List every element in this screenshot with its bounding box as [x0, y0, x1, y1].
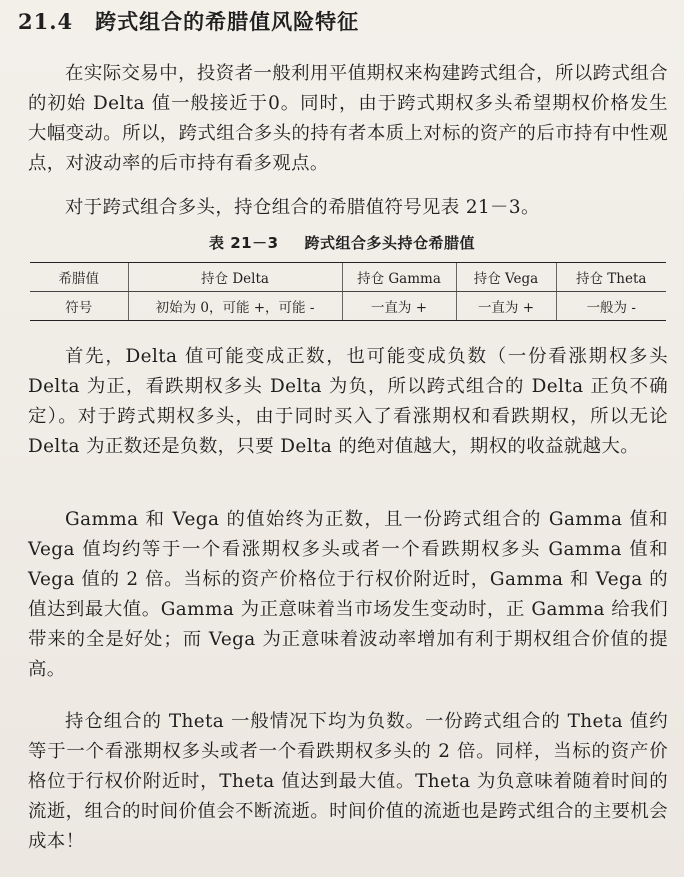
table-header-cell: 希腊值 — [30, 263, 128, 292]
table-cell: 一直为 + — [342, 292, 456, 321]
section-number: 21.4 — [18, 9, 74, 34]
paragraph-5: 持仓组合的 Theta 一般情况下均为负数。一份跨式组合的 Theta 值约等于一个看涨期权多头或者一个看跌期权多头的 2 倍。同样，当标的资产价格位于行权价附近时，Theta 值达到最大值。Theta 为负意味着随着时间的流逝，组合的时间价值会不断流逝。时间价值的流逝也是跨式组合的主要机会成本！ — [28, 711, 668, 852]
paragraph-4: Gamma 和 Vega 的值始终为正数，且一份跨式组合的 Gamma 值和 Vega 值均约等于一个看涨期权多头或者一个看跌期权多头 Gamma 值和 Vega 值的 2 倍。当标的资产价格位于行权价附近时，Gamma 和 Vega 的值达到最大值。Gamma 为正意味着当市场发生变动时，正 Gamma 给我们带来的全是好处；而 Vega 为正意味着波动率增加有利于期权组合价值的提高。 — [28, 509, 668, 680]
table-header-cell: 持仓 Delta — [128, 263, 342, 292]
section-heading — [18, 6, 359, 36]
table-header-cell: 持仓 Vega — [456, 263, 556, 292]
table-caption — [0, 232, 684, 253]
table-number: 表 21－3 — [208, 234, 279, 252]
table-cell: 一直为 + — [456, 292, 556, 321]
greeks-table — [30, 262, 666, 321]
table-cell: 初始为 0，可能 +，可能 - — [128, 292, 342, 321]
table-header-cell: 持仓 Theta — [556, 263, 666, 292]
table-row — [30, 292, 666, 321]
table-header-cell: 持仓 Gamma — [342, 263, 456, 292]
paragraph-2: 对于跨式组合多头，持仓组合的希腊值符号见表 21－3。 — [65, 197, 540, 218]
table-header-row — [30, 263, 666, 292]
paragraph-1: 在实际交易中，投资者一般利用平值期权来构建跨式组合，所以跨式组合的初始 Delta 值一般接近于0。同时，由于跨式期权多头希望期权价格发生大幅变动。所以，跨式组合多头的持有者本质上对标的资产的后市持有中性观点，对波动率的后市持有看多观点。 — [28, 63, 668, 174]
paragraph-3: 首先，Delta 值可能变成正数，也可能变成负数（一份看涨期权多头 Delta 为正，看跌期权多头 Delta 为负，所以跨式组合的 Delta 正负不确定）。对于跨式期权多头，由于同时买入了看涨期权和看跌期权，所以无论 Delta 为正数还是负数，只要 Delta 的绝对值越大，期权的收益就越大。 — [28, 346, 668, 457]
table-cell: 一般为 - — [556, 292, 666, 321]
table-cell: 符号 — [30, 292, 128, 321]
table-title: 跨式组合多头持仓希腊值 — [304, 234, 476, 252]
section-title: 跨式组合的希腊值风险特征 — [95, 9, 360, 34]
